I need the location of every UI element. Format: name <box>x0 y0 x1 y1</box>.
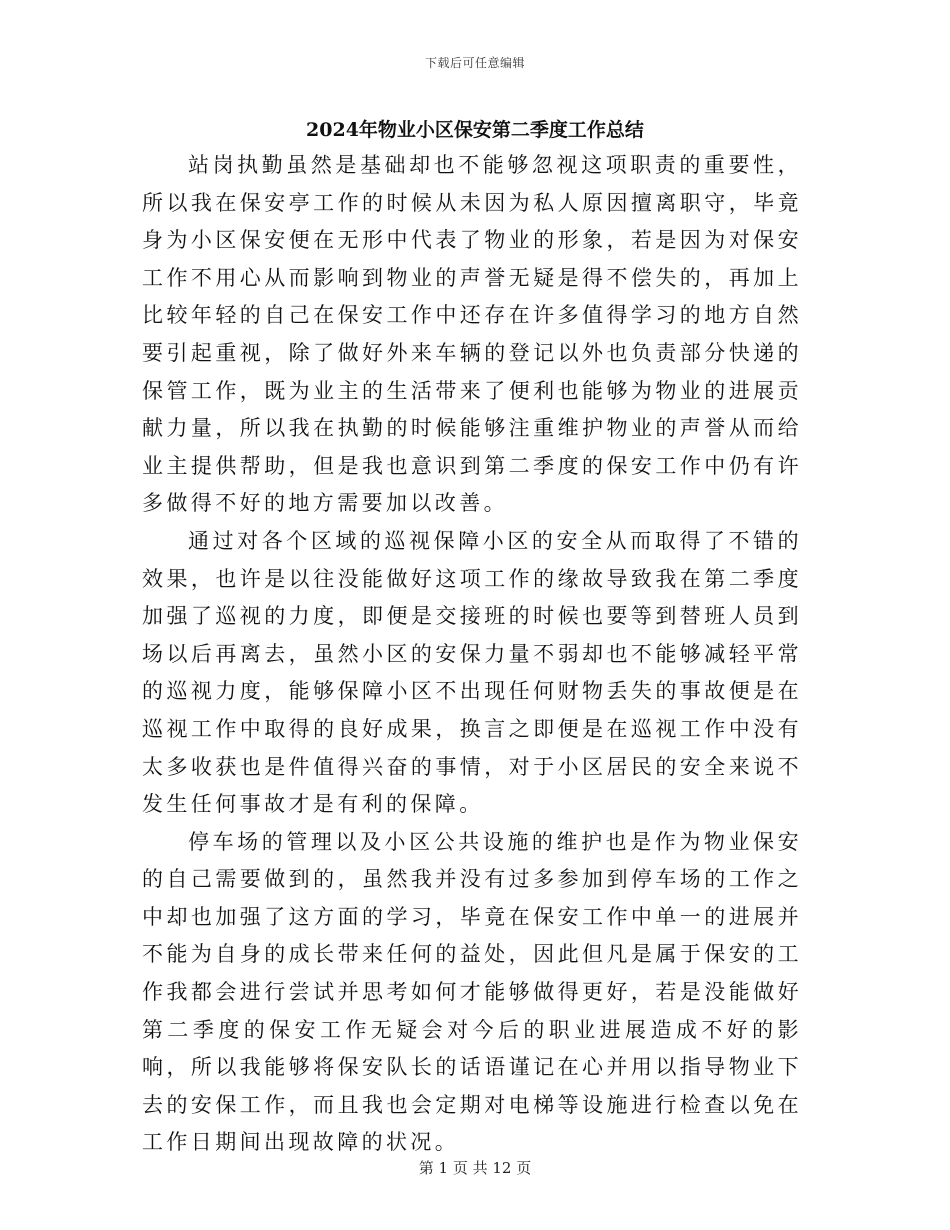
paragraph-3: 停车场的管理以及小区公共设施的维护也是作为物业保安的自己需要做到的，虽然我并没有过多参加到停车场的工作之中却也加强了这方面的学习，毕竟在保安工作中单一的进展并不能为自身的成长带来任何的益处，因此但凡是属于保安的工作我都会进行尝试并思考如何才能够做得更好，若是没能做好第二季度的保安工作无疑会对今后的职业进展造成不好的影响，所以我能够将保安队长的话语谨记在心并用以指导物业下去的安保工作，而且我也会定期对电梯等设施进行检查以免在工作日期间出现故障的状况。 <box>142 829 802 1155</box>
document-body <box>142 147 802 1162</box>
page-number: 第 1 页 共 12 页 <box>418 1159 532 1177</box>
paragraph-2: 通过对各个区域的巡视保障小区的安全从而取得了不错的效果，也许是以往没能做好这项工作的缘故导致我在第二季度加强了巡视的力度，即便是交接班的时候也要等到替班人员到场以后再离去，虽然小区的安保力量不弱却也不能够减轻平常的巡视力度，能够保障小区不出现任何财物丢失的事故便是在巡视工作中取得的良好成果，换言之即便是在巡视工作中没有太多收获也是件值得兴奋的事情，对于小区居民的安全来说不发生任何事故才是有利的保障。 <box>142 528 802 817</box>
header-note: 下载后可任意编辑 <box>424 56 525 70</box>
paragraph-1: 站岗执勤虽然是基础却也不能够忽视这项职责的重要性，所以我在保安亭工作的时候从未因为私人原因擅离职守，毕竟身为小区保安便在无形中代表了物业的形象，若是因为对保安工作不用心从而影响到物业的声誉无疑是得不偿失的，再加上比较年轻的自己在保安工作中还存在许多值得学习的地方自然要引起重视，除了做好外来车辆的登记以外也负责部分快递的保管工作，既为业主的生活带来了便利也能够为物业的进展贡献力量，所以我在执勤的时候能够注重维护物业的声誉从而给业主提供帮助，但是我也意识到第二季度的保安工作中仍有许多做得不好的地方需要加以改善。 <box>142 153 802 516</box>
document-title: 2024年物业小区保安第二季度工作总结 <box>306 119 644 141</box>
